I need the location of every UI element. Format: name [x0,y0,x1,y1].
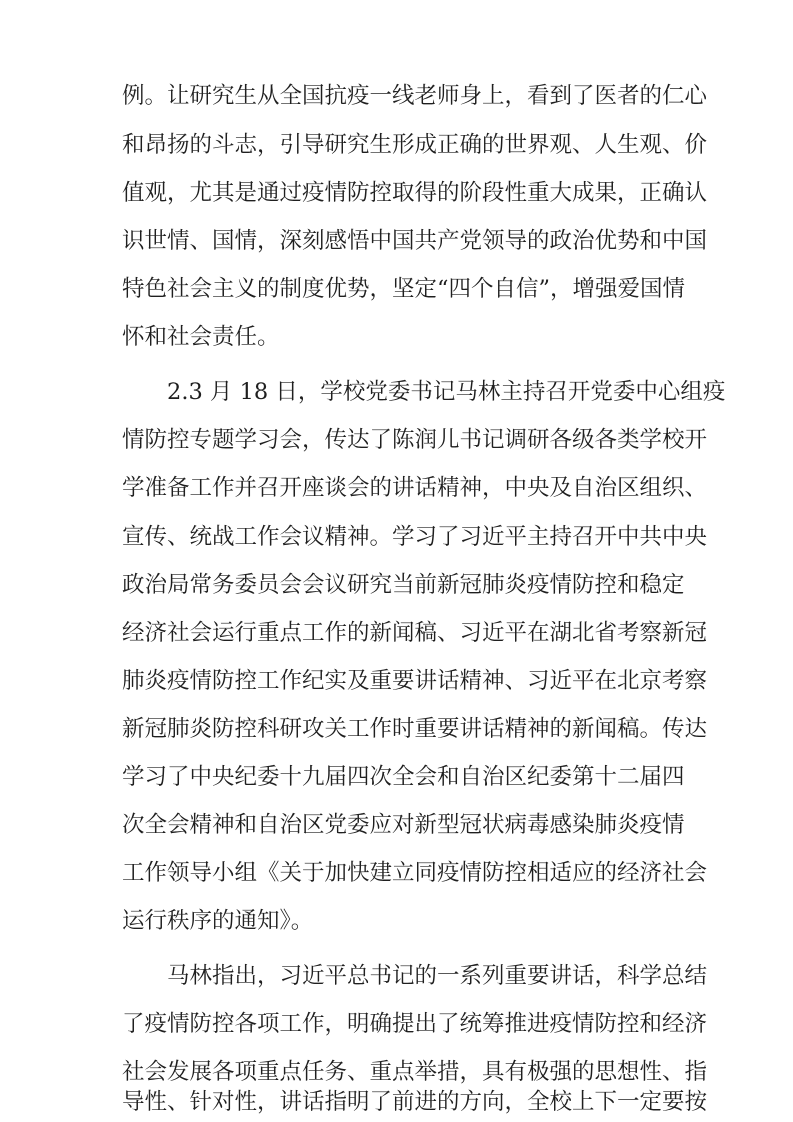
paragraph-2-line-7: 肺炎疫情防控工作纪实及重要讲话精神、习近平在北京考察 [122,668,708,694]
paragraph-2-line-5: 政治局常务委员会会议研究当前新冠肺炎疫情防控和稳定 [122,572,685,598]
paragraph-1-line-1: 例。让研究生从全国抗疫一线老师身上，看到了医者的仁心 [122,83,708,109]
paragraph-2-line-1: 2.3 月 18 日，学校党委书记马林主持召开党委中心组疫 [167,379,726,405]
paragraph-3-line-1: 马林指出，习近平总书记的一系列重要讲话，科学总结 [167,963,708,989]
paragraph-2-line-8: 新冠肺炎防控科研攻关工作时重要讲话精神的新闻稿。传达 [122,716,708,742]
paragraph-2-line-12: 运行秩序的通知》。 [122,908,314,934]
paragraph-1-line-5: 特色社会主义的制度优势，坚定“四个自信”，增强爱国情 [122,276,686,302]
paragraph-1-line-6: 怀和社会责任。 [122,324,280,350]
paragraph-1-line-4: 识世情、国情，深刻感悟中国共产党领导的政治优势和中国 [122,228,708,254]
paragraph-3-line-2: 了疫情防控各项工作，明确提出了统筹推进疫情防控和经济 [122,1011,708,1037]
paragraph-3-line-3: 社会发展各项重点任务、重点举措，具有极强的思想性、指 [122,1059,708,1085]
paragraph-1-line-3: 值观，尤其是通过疫情防控取得的阶段性重大成果，正确认 [122,180,708,206]
paragraph-3-line-4: 导性、针对性，讲话指明了前进的方向，全校上下一定要按 [122,1089,708,1115]
paragraph-2-line-6: 经济社会运行重点工作的新闻稿、习近平在湖北省考察新冠 [122,620,708,646]
paragraph-2-line-2: 情防控专题学习会，传达了陈润儿书记调研各级各类学校开 [122,427,708,453]
paragraph-2-line-4: 宣传、统战工作会议精神。学习了习近平主持召开中共中央 [122,524,708,550]
paragraph-2-line-10: 次全会精神和自治区党委应对新型冠状病毒感染肺炎疫情 [122,812,685,838]
paragraph-2-line-11: 工作领导小组《关于加快建立同疫情防控相适应的经济社会 [122,860,708,886]
paragraph-1-line-2: 和昂扬的斗志，引导研究生形成正确的世界观、人生观、价 [122,132,708,158]
paragraph-2-line-9: 学习了中央纪委十九届四次全会和自治区纪委第十二届四 [122,764,685,790]
paragraph-2-line-3: 学准备工作并召开座谈会的讲话精神，中央及自治区组织、 [122,475,708,501]
